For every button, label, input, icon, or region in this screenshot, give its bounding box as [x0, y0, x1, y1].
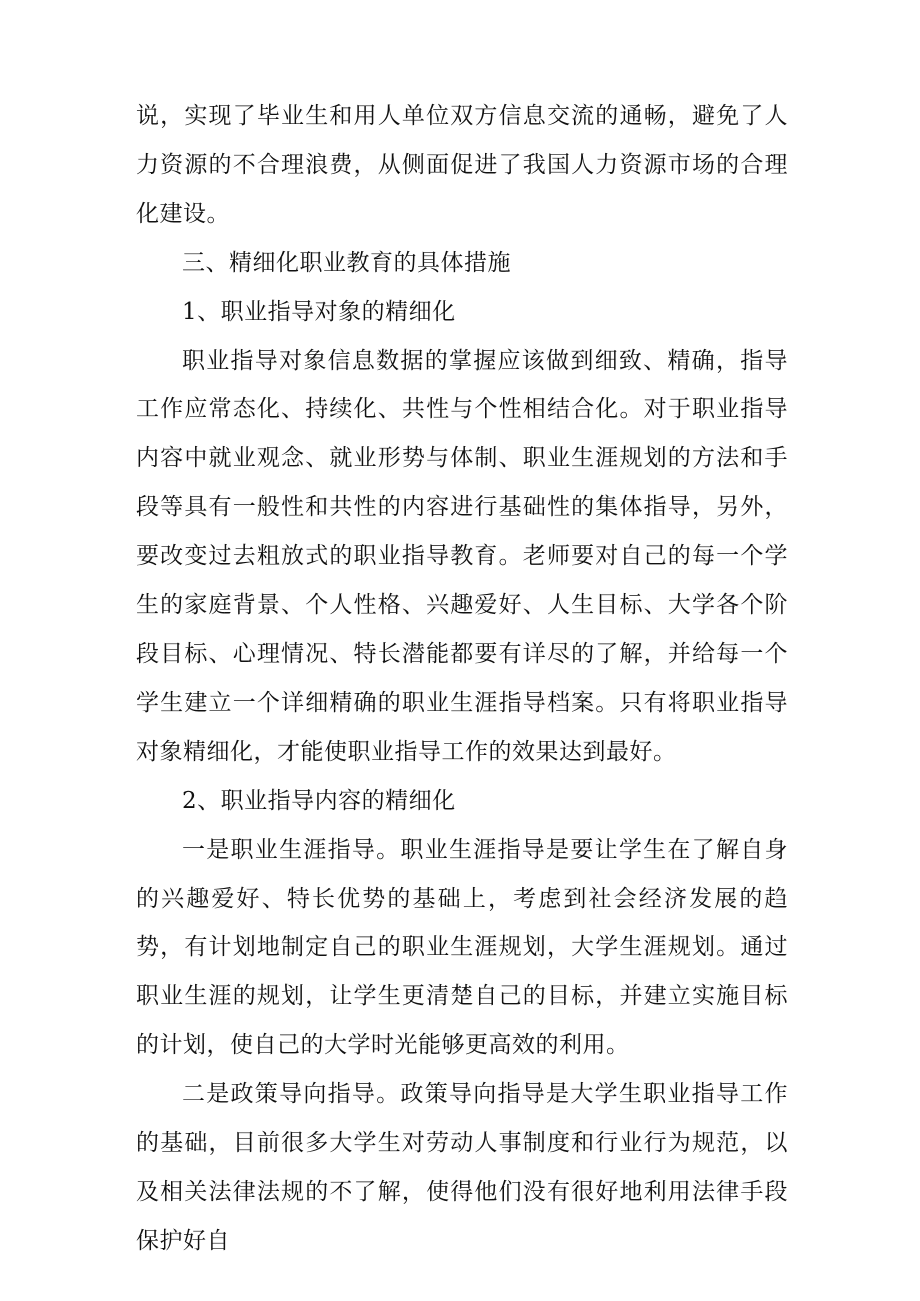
subsection-heading-2: 2、职业指导内容的精细化 — [182, 787, 456, 814]
paragraph-career-guidance: 一是职业生涯指导。职业生涯指导是要让学生在了解自身的兴趣爱好、特长优势的基础上，考虑到社会经济发展的趋势，有计划地制定自己的职业生涯规划，大学生涯规划。通过职业生涯的规划，让学生更清楚自己的目标，并建立实施目标的计划，使自己的大学时光能够更高效的利用。 — [136, 836, 788, 1059]
document-body — [136, 92, 788, 1266]
paragraph-policy-guidance: 二是政策导向指导。政策导向指导是大学生职业指导工作的基础，目前很多大学生对劳动人事制度和行业行为规范，以及相关法律法规的不了解，使得他们没有很好地利用法律手段保护好自 — [136, 1081, 788, 1254]
continued-paragraph: 说，实现了毕业生和用人单位双方信息交流的通畅，避免了人力资源的不合理浪费，从侧面促进了我国人力资源市场的合理化建设。 — [136, 103, 788, 227]
paragraph-target-refinement: 职业指导对象信息数据的掌握应该做到细致、精确，指导工作应常态化、持续化、共性与个性相结合化。对于职业指导内容中就业观念、就业形势与体制、职业生涯规划的方法和手段等具有一般性和共性的内容进行基础性的集体指导，另外，要改变过去粗放式的职业指导教育。老师要对自己的每一个学生的家庭背景、个人性格、兴趣爱好、人生目标、大学各个阶段目标、心理情况、特长潜能都要有详尽的了解，并给每一个学生建立一个详细精确的职业生涯指导档案。只有将职业指导对象精细化，才能使职业指导工作的效果达到最好。 — [136, 347, 788, 765]
section-heading: 三、精细化职业教育的具体措施 — [182, 249, 511, 276]
subsection-heading-1: 1、职业指导对象的精细化 — [182, 298, 456, 325]
